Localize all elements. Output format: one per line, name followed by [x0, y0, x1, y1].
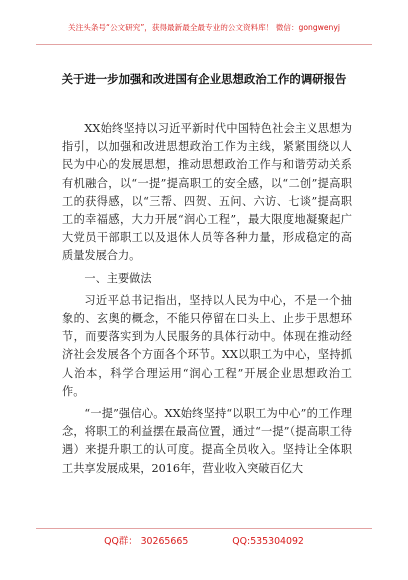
- header-divider: [36, 44, 372, 45]
- body-paragraph: 习近平总书记指出，坚持以人民为中心，不是一个抽象的、玄奥的概念，不能只停留在口头上、止步于思想环节，而要落实到为人民服务的具体行动中。体现在推动经济社会发展各个方面各个环节。XX以职工为中心，坚持抓人治本，科学合理运用“润心工程”开展企业思想政治工作。: [62, 293, 352, 398]
- document-body: [62, 120, 352, 478]
- footer-contact: [0, 533, 408, 547]
- document-title: 关于进一步加强和改进国有企业思想政治工作的调研报告: [61, 72, 347, 86]
- footer-qq-group: QQ群： 30265665: [104, 536, 189, 547]
- footer-qq: QQ:535304092: [232, 536, 304, 547]
- body-paragraph-intro: XX始终坚持以习近平新时代中国特色社会主义思想为指引，以加强和改进思想政治工作为主线，紧紧围绕以人民为中心的发展思想，推动思想政治工作与和谐劳动关系有机融合，以“一提”提高职工的安全感，以“二创”提高职工的获得感，以“三帮、四贺、五问、六访、七谈”提高职工的幸福感，大力开展“润心工程”，最大限度地凝聚起广大党员干部职工以及退休人员等各种力量，形成稳定的高质量发展合力。: [62, 122, 352, 263]
- footer-divider: [36, 528, 372, 529]
- section-heading: 一、主要做法: [84, 271, 152, 285]
- body-paragraph: “一提”强信心。XX始终坚持“以职工为中心”的工作理念，将职工的利益摆在最高位置，通过“一提”（提高职工待遇）来提升职工的认可度。提高全员收入。坚持让全体职工共享发展成果，2016年，营业收入突破百亿大: [62, 407, 352, 475]
- header-banner: 关注头条号“公文研究”，获得最新最全最专业的公文资料库！ 微信：gongwenyj: [68, 23, 340, 32]
